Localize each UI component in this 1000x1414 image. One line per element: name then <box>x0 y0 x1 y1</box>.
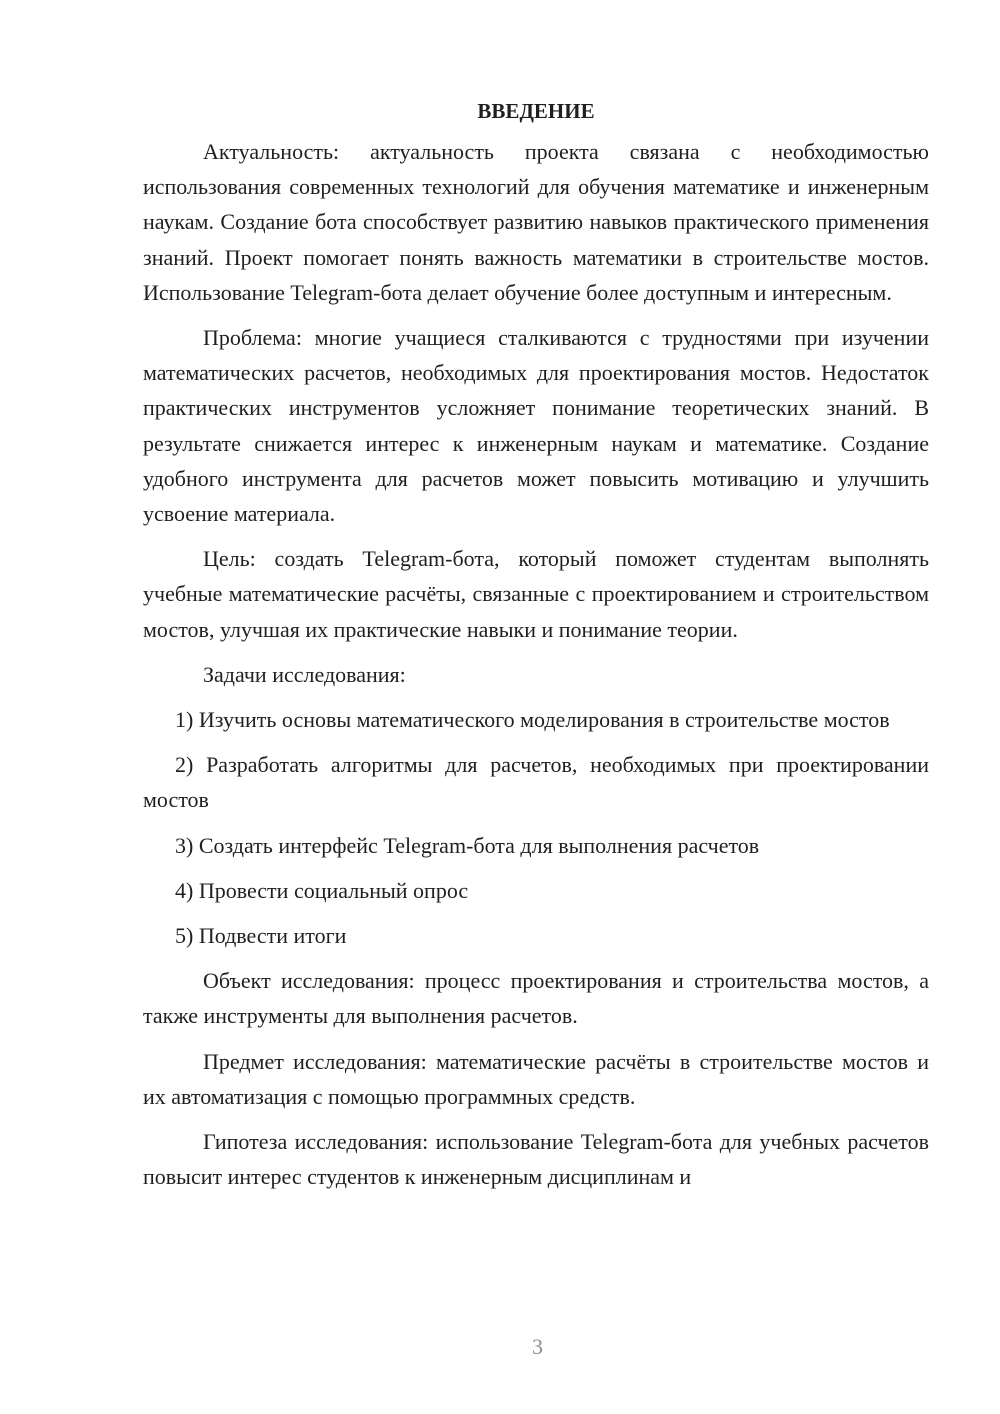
tasks-list <box>143 702 929 953</box>
page-number: 3 <box>532 1334 543 1359</box>
paragraph-goal: Цель: создать Telegram-бота, который поможет студентам выполнять учебные математические расчёты, связанные с проектированием и строительством мостов, улучшая их практические навыки и понимание теории. <box>143 546 929 642</box>
list-item: 3) Создать интерфейс Telegram-бота для выполнения расчетов <box>175 832 760 858</box>
paragraph-problem: Проблема: многие учащиеся сталкиваются с трудностями при изучении математических расчетов, необходимых для проектирования мостов. Недостаток практических инструментов усложняет понимание теоретических знаний. В результате снижается интерес к инженерным наукам и математике. Создание удобного инструмента для расчетов может повысить мотивацию и улучшить усвоение материала. <box>143 325 929 527</box>
list-item: 1) Изучить основы математического моделирования в строительстве мостов <box>175 707 890 733</box>
list-item: 5) Подвести итоги <box>175 923 347 949</box>
paragraph-relevance: Актуальность: актуальность проекта связана с необходимостью использования современных технологий для обучения математике и инженерным наукам. Создание бота способствует развитию навыков практического применения знаний. Проект помогает понять важность математики в строительстве мостов. Использование Telegram-бота делает обучение более доступным и интересным. <box>143 139 929 305</box>
paragraph-object: Объект исследования: процесс проектирования и строительства мостов, а также инструменты для выполнения расчетов. <box>143 968 929 1029</box>
tasks-heading: Задачи исследования: <box>203 661 406 687</box>
list-item: 2) Разработать алгоритмы для расчетов, необходимых при проектировании мостов <box>143 752 929 813</box>
paragraph-subject: Предмет исследования: математические расчёты в строительстве мостов и их автоматизация с помощью программных средств. <box>143 1048 929 1109</box>
list-item: 4) Провести социальный опрос <box>175 877 469 903</box>
page-body <box>143 96 929 1204</box>
page-title: ВВЕДЕНИЕ <box>477 99 595 123</box>
paragraph-hypothesis: Гипотеза исследования: использование Telegram-бота для учебных расчетов повысит интерес студентов к инженерным дисциплинам и <box>143 1129 929 1190</box>
